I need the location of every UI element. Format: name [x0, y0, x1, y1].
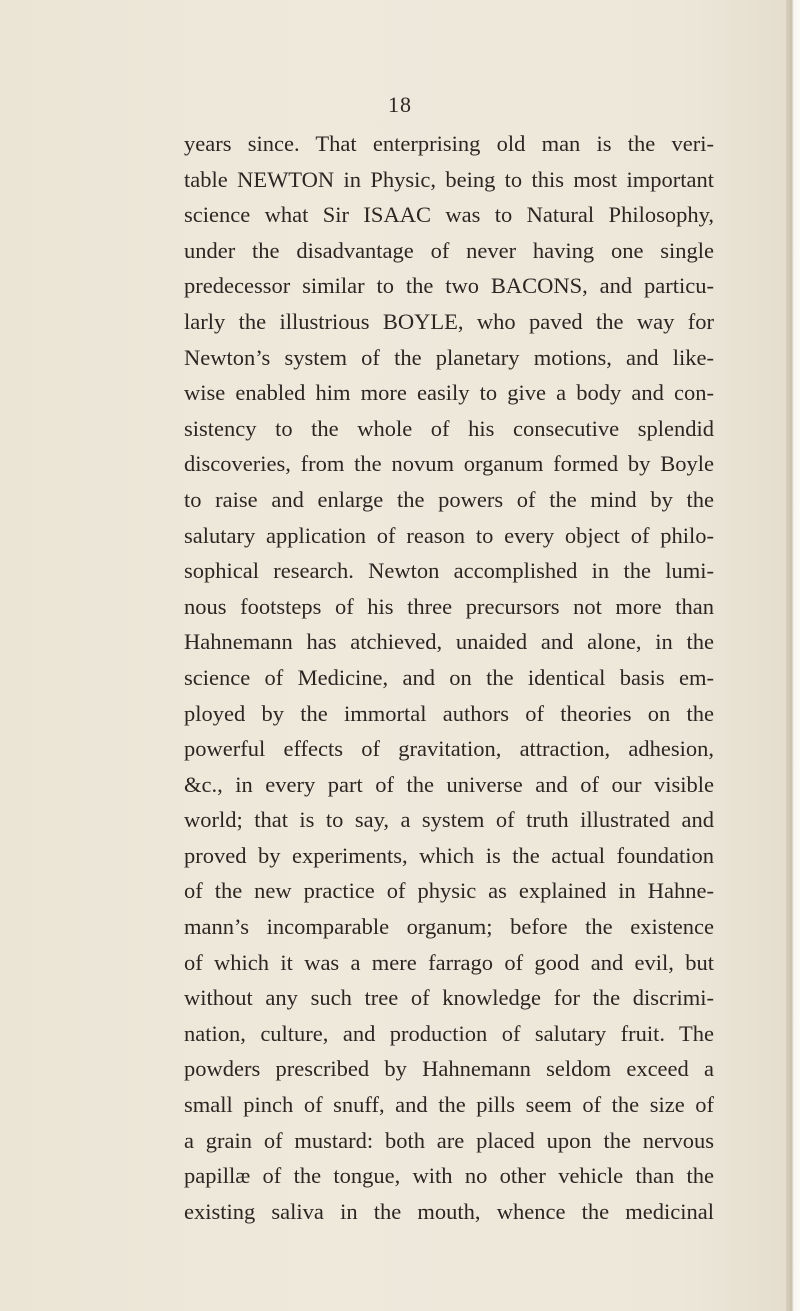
- text-line: table NEWTON in Physic, being to this most important: [184, 166, 714, 192]
- text-line: existing saliva in the mouth, whence the medicinal: [184, 1198, 714, 1224]
- body-text: [184, 126, 714, 1229]
- text-line: salutary application of reason to every object of philo-: [184, 522, 714, 548]
- text-line: science what Sir ISAAC was to Natural Philosophy,: [184, 202, 714, 228]
- text-line: a grain of mustard: both are placed upon the nervous: [184, 1127, 714, 1153]
- text-line: of the new practice of physic as explained in Hahne-: [184, 878, 714, 904]
- text-line: papillæ of the tongue, with no other vehicle than the: [184, 1163, 714, 1189]
- text-line: wise enabled him more easily to give a body and con-: [184, 380, 714, 406]
- page-number: 18: [388, 92, 412, 117]
- text-line: sistency to the whole of his consecutive splendid: [184, 415, 714, 441]
- text-line: larly the illustrious BOYLE, who paved the way for: [184, 308, 714, 334]
- text-line: discoveries, from the novum organum formed by Boyle: [184, 451, 714, 477]
- text-line: sophical research. Newton accomplished in the lumi-: [184, 558, 714, 584]
- text-line: of which it was a mere farrago of good and evil, but: [184, 949, 714, 975]
- text-line: predecessor similar to the two BACONS, and particu-: [184, 273, 714, 299]
- text-line: &c., in every part of the universe and of our visible: [184, 771, 714, 797]
- text-line: ployed by the immortal authors of theories on the: [184, 700, 714, 726]
- text-line: Newton’s system of the planetary motions, and like-: [184, 344, 714, 370]
- text-line: without any such tree of knowledge for the discrimi-: [184, 985, 714, 1011]
- page-edge: [786, 0, 800, 1311]
- text-line: world; that is to say, a system of truth illustrated and: [184, 807, 714, 833]
- text-line: nation, culture, and production of salutary fruit. The: [184, 1020, 714, 1046]
- text-line: nous footsteps of his three precursors not more than: [184, 593, 714, 619]
- text-line: mann’s incomparable organum; before the existence: [184, 914, 714, 940]
- text-line: powerful effects of gravitation, attraction, adhesion,: [184, 736, 714, 762]
- text-line: Hahnemann has atchieved, unaided and alone, in the: [184, 629, 714, 655]
- text-line: small pinch of snuff, and the pills seem of the size of: [184, 1092, 714, 1118]
- text-line: years since. That enterprising old man is the veri-: [184, 131, 714, 156]
- text-line: under the disadvantage of never having one single: [184, 237, 714, 263]
- text-line: science of Medicine, and on the identical basis em-: [184, 664, 714, 690]
- text-line: to raise and enlarge the powers of the mind by the: [184, 486, 714, 512]
- text-line: powders prescribed by Hahnemann seldom exceed a: [184, 1056, 714, 1082]
- text-line: proved by experiments, which is the actual foundation: [184, 842, 714, 868]
